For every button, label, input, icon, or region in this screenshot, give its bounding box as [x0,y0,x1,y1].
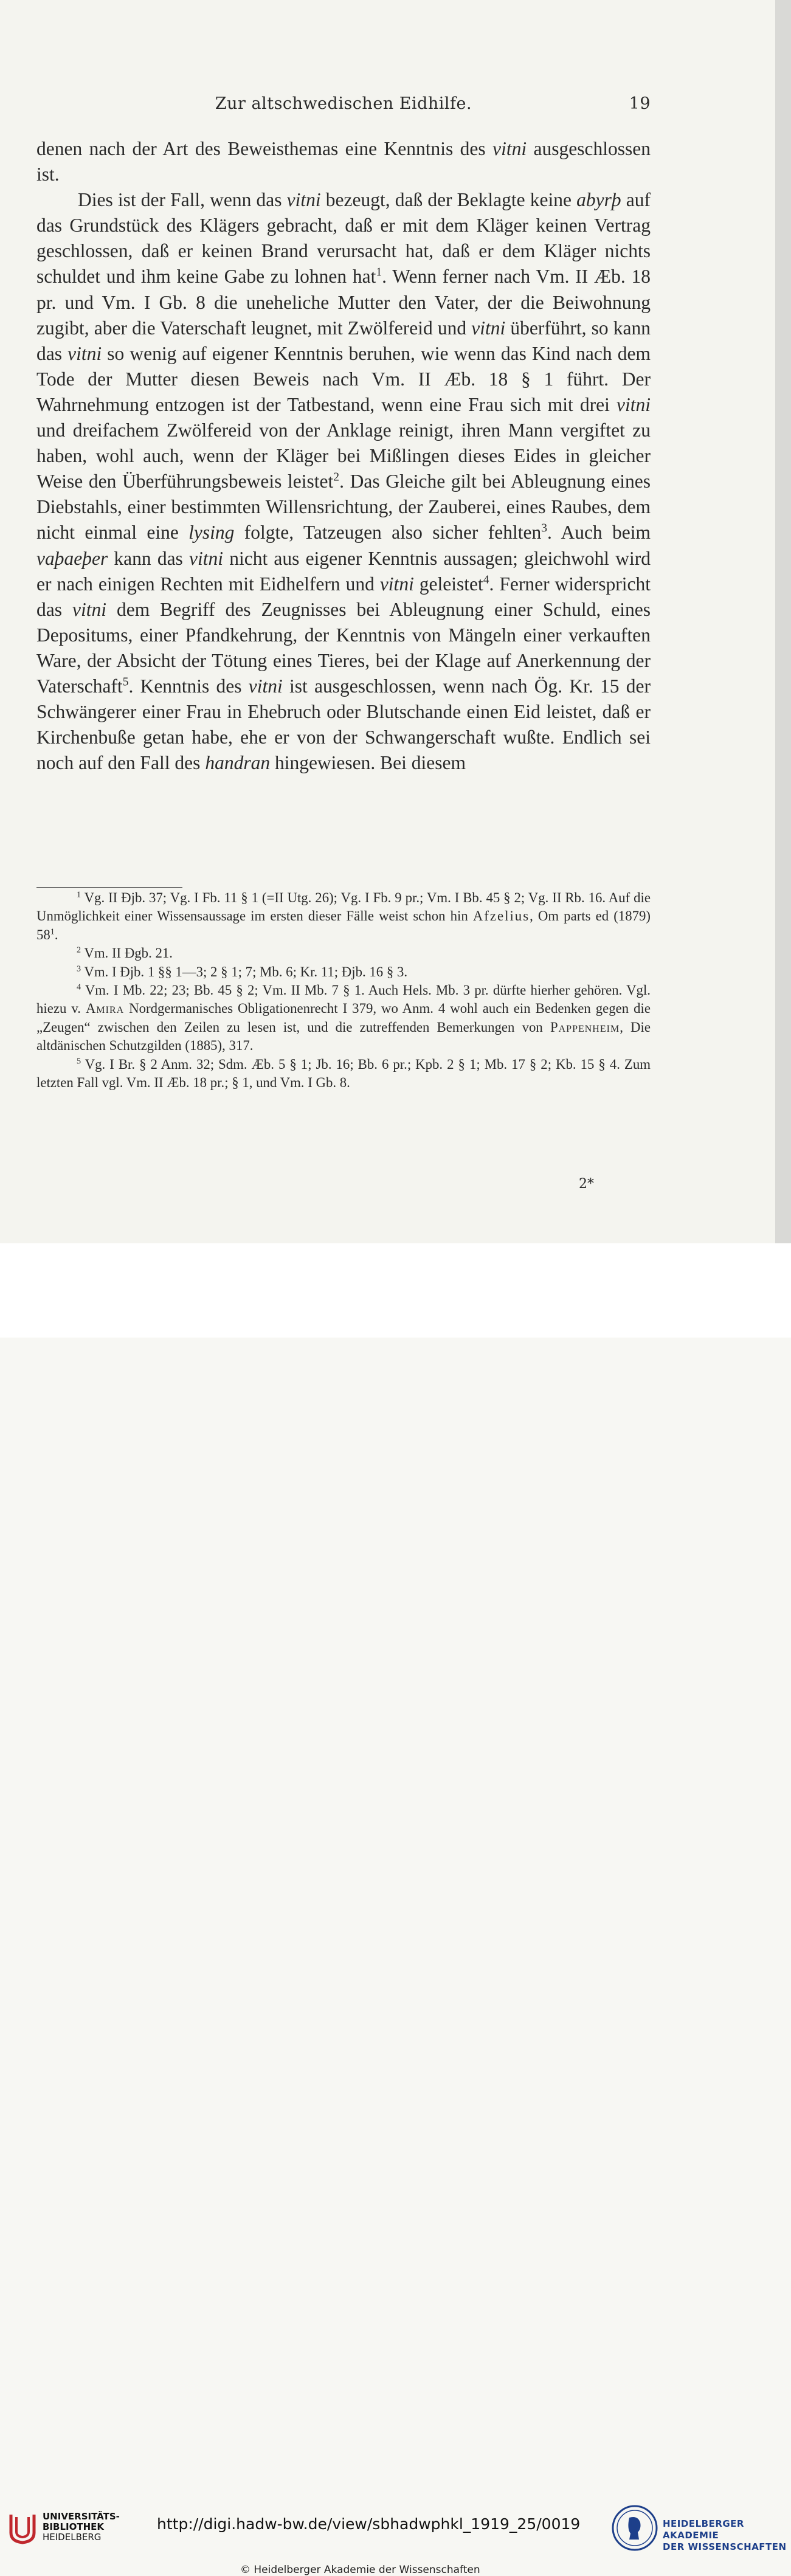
footnotes [36,889,651,1092]
ub-line-2: BIBLIOTHEK [43,2521,104,2532]
text-run: so wenig auf eigener Kenntnis beruhen, wie wenn das Kind nach dem Tode der Mutter diesen Beweis nach Vm. II Æb. 18 § 1 führt. Der Wahrnehmung entzogen ist der Tatbestand, wenn eine Frau sich mit drei [36,342,651,415]
italic-term: vitni [492,138,527,159]
footnote-3 [36,963,651,981]
text-run: bezeugt, daß der Beklagte keine [320,189,577,211]
footnote-ref: 3 [541,522,547,535]
ub-heidelberg-logo-icon [7,2511,38,2545]
page-number: 19 [629,94,651,113]
text-run: Vg. I Br. § 2 Anm. 32; Sdm. Æb. 5 § 1; Jb. 16; Bb. 6 pr.; Kpb. 2 § 1; Mb. 17 § 2; Kb. 15 § 4. Zum letzten Fall vgl. Vm. II Æb. 18 pr.; § 1, und Vm. I Gb. 8. [36,1056,651,1091]
had-line-2: DER WISSENSCHAFTEN [663,2541,787,2552]
italic-term: vitni [471,317,506,339]
main-text [36,136,651,776]
text-run: dem Begriff des Zeugnisses bei Ableugnung einer Schuld, eines Depositums, einer Pfandkehrung, der Kenntnis von Mängeln einer verkauften Ware, der Absicht der Tötung eines Tieres, bei der Klage auf Anerkennung der Vaterschaft [36,598,651,697]
text-run: Nordgermanisches Obligationenrecht I 379, wo Anm. 4 wohl auch ein Bedenken gegen die „Zeugen“ zwischen den Zeilen zu lesen ist, und die zutreffenden Bemerkungen von [36,1001,651,1035]
text-run: ist ausgeschlossen, wenn nach Ög. Kr. 15 der Schwängerer einer Frau in Ehebruch oder Blutschande einen Eid leistet, daß er Kirchenbuße getan habe, ehe er von der Schwangerschaft wußte. Endlich sei noch auf den Fall des [36,675,651,774]
text-run: auf das Grundstück des Klägers gebracht, daß er mit dem Kläger keinen Vertrag geschlossen, daß er keinen Brand verursacht hat, daß er dem Kläger nichts schuldet und ihm keine Gabe zu lohnen hat [36,189,651,288]
italic-term: handran [205,752,271,774]
text-run: . [54,927,58,942]
footnote-5 [36,1055,651,1093]
text-run: überführt, so kann das [36,317,651,364]
italic-term: vaþaeþer [36,547,108,569]
paragraph-1 [36,136,651,187]
footnote-number: 5 [77,1056,81,1066]
scanned-page [0,0,775,1243]
permalink-url[interactable]: http://digi.hadw-bw.de/view/sbhadwphkl_1919_25/0019 [157,2515,581,2533]
footnote-1 [36,889,651,944]
italic-term: vitni [248,675,283,697]
signature-mark: 2* [579,1176,594,1192]
had-line-1: HEIDELBERGER AKADEMIE [663,2518,744,2541]
text-run: . Kenntnis des [128,675,249,697]
text-run: kann das [108,547,190,569]
footnote-ref: 1 [376,266,382,279]
footnote-ref: 2 [333,471,340,484]
italic-term: vitni [617,393,651,415]
text-run: Dies ist der Fall, wenn das [78,189,287,211]
text-run: Vm. I Ðjb. 1 §§ 1—3; 2 § 1; 7; Mb. 6; Kr. 11; Ðjb. 16 § 3. [81,964,408,979]
text-run: . Ferner widerspricht das [36,573,651,620]
author-name: Pappenheim [550,1019,620,1035]
text-run: Vg. II Ðjb. 37; Vg. I Fb. 11 § 1 (=II Utg. 26); Vg. I Fb. 9 pr.; Vm. I Bb. 45 § 2; Vg. II Rb. 16. Auf die Unmöglichkeit einer Wissensaussage im ersten dieser Fälle weist schon hin [36,890,651,924]
ub-line-1: UNIVERSITÄTS- [43,2511,120,2522]
footnote-number: 4 [77,982,81,992]
footnote-number: 3 [77,964,81,974]
text-run: nicht aus eigener Kenntnis aussagen; gleichwohl wird er nach einigen Rechten mit Eidhelfern und [36,547,651,595]
author-name: Amira [85,1001,125,1017]
italic-term: vitni [379,573,414,595]
text-run: ausgeschlossen ist. [36,138,651,185]
italic-term: vitni [189,547,224,569]
text-run: hingewiesen. Bei diesem [270,752,466,774]
footnote-ref: 5 [122,675,129,689]
footnote-2 [36,944,651,962]
running-title: Zur altschwedischen Eidhilfe. [215,94,472,113]
had-name [663,2518,791,2553]
copyright-notice: © Heidelberger Akademie der Wissenschaften [240,2564,480,2576]
page-edge [775,0,791,1243]
italic-term: abyrþ [576,189,621,211]
italic-term: vitni [72,598,106,620]
had-seal-logo-icon [611,2504,658,2552]
text-run: , Om parts ed (1879) 58 [36,908,651,942]
text-run: geleistet [413,573,483,595]
viewer-footer [0,1243,791,2576]
text-run: . Auch beim [547,522,651,544]
footnote-divider [36,887,182,888]
footnote-number: 2 [77,945,81,955]
text-run: Vm. II Ðgb. 21. [81,945,173,961]
footnote-number: 1 [77,889,81,900]
text-run: . Das Gleiche gilt bei Ableugnung eines Diebstahls, einer bestimmten Willensrichtung, der Zauberei, eines Raubes, dem nicht einmal eine [36,471,651,544]
ub-line-3: HEIDELBERG [43,2532,102,2543]
text-run: , Die altdänischen Schutzgilden (1885), 317. [36,1019,651,1054]
italic-term: vitni [67,342,102,364]
superscript: 1 [50,927,55,937]
text-run: denen nach der Art des Beweisthemas eine Kenntnis des [36,138,493,159]
author-name: Afzelius [472,908,530,924]
footnote-4 [36,981,651,1055]
text-run: und dreifachem Zwölfereid von der Anklage reinigt, ihren Mann vergiftet zu haben, wohl auch, wenn der Kläger bei Mißlingen dieses Eides in gleicher Weise den Überführungsbeweis leistet [36,420,651,492]
text-run: Vm. I Mb. 22; 23; Bb. 45 § 2; Vm. II Mb. 7 § 1. Auch Hels. Mb. 3 pr. dürfte hierher gehören. Vgl. hiezu v. [36,982,651,1017]
paragraph-2 [36,187,651,776]
footnote-ref: 4 [483,573,489,587]
italic-term: lysing [188,522,235,544]
italic-term: vitni [286,189,321,211]
text-run: . Wenn ferner nach Vm. II Æb. 18 pr. und Vm. I Gb. 8 die uneheliche Mutter den Vater, der die Beiwohnung zugibt, aber die Vaterschaft leugnet, mit Zwölfereid und [36,266,651,339]
ub-heidelberg-name [43,2512,120,2543]
text-run: folgte, Tatzeugen also sicher fehlten [234,522,542,544]
